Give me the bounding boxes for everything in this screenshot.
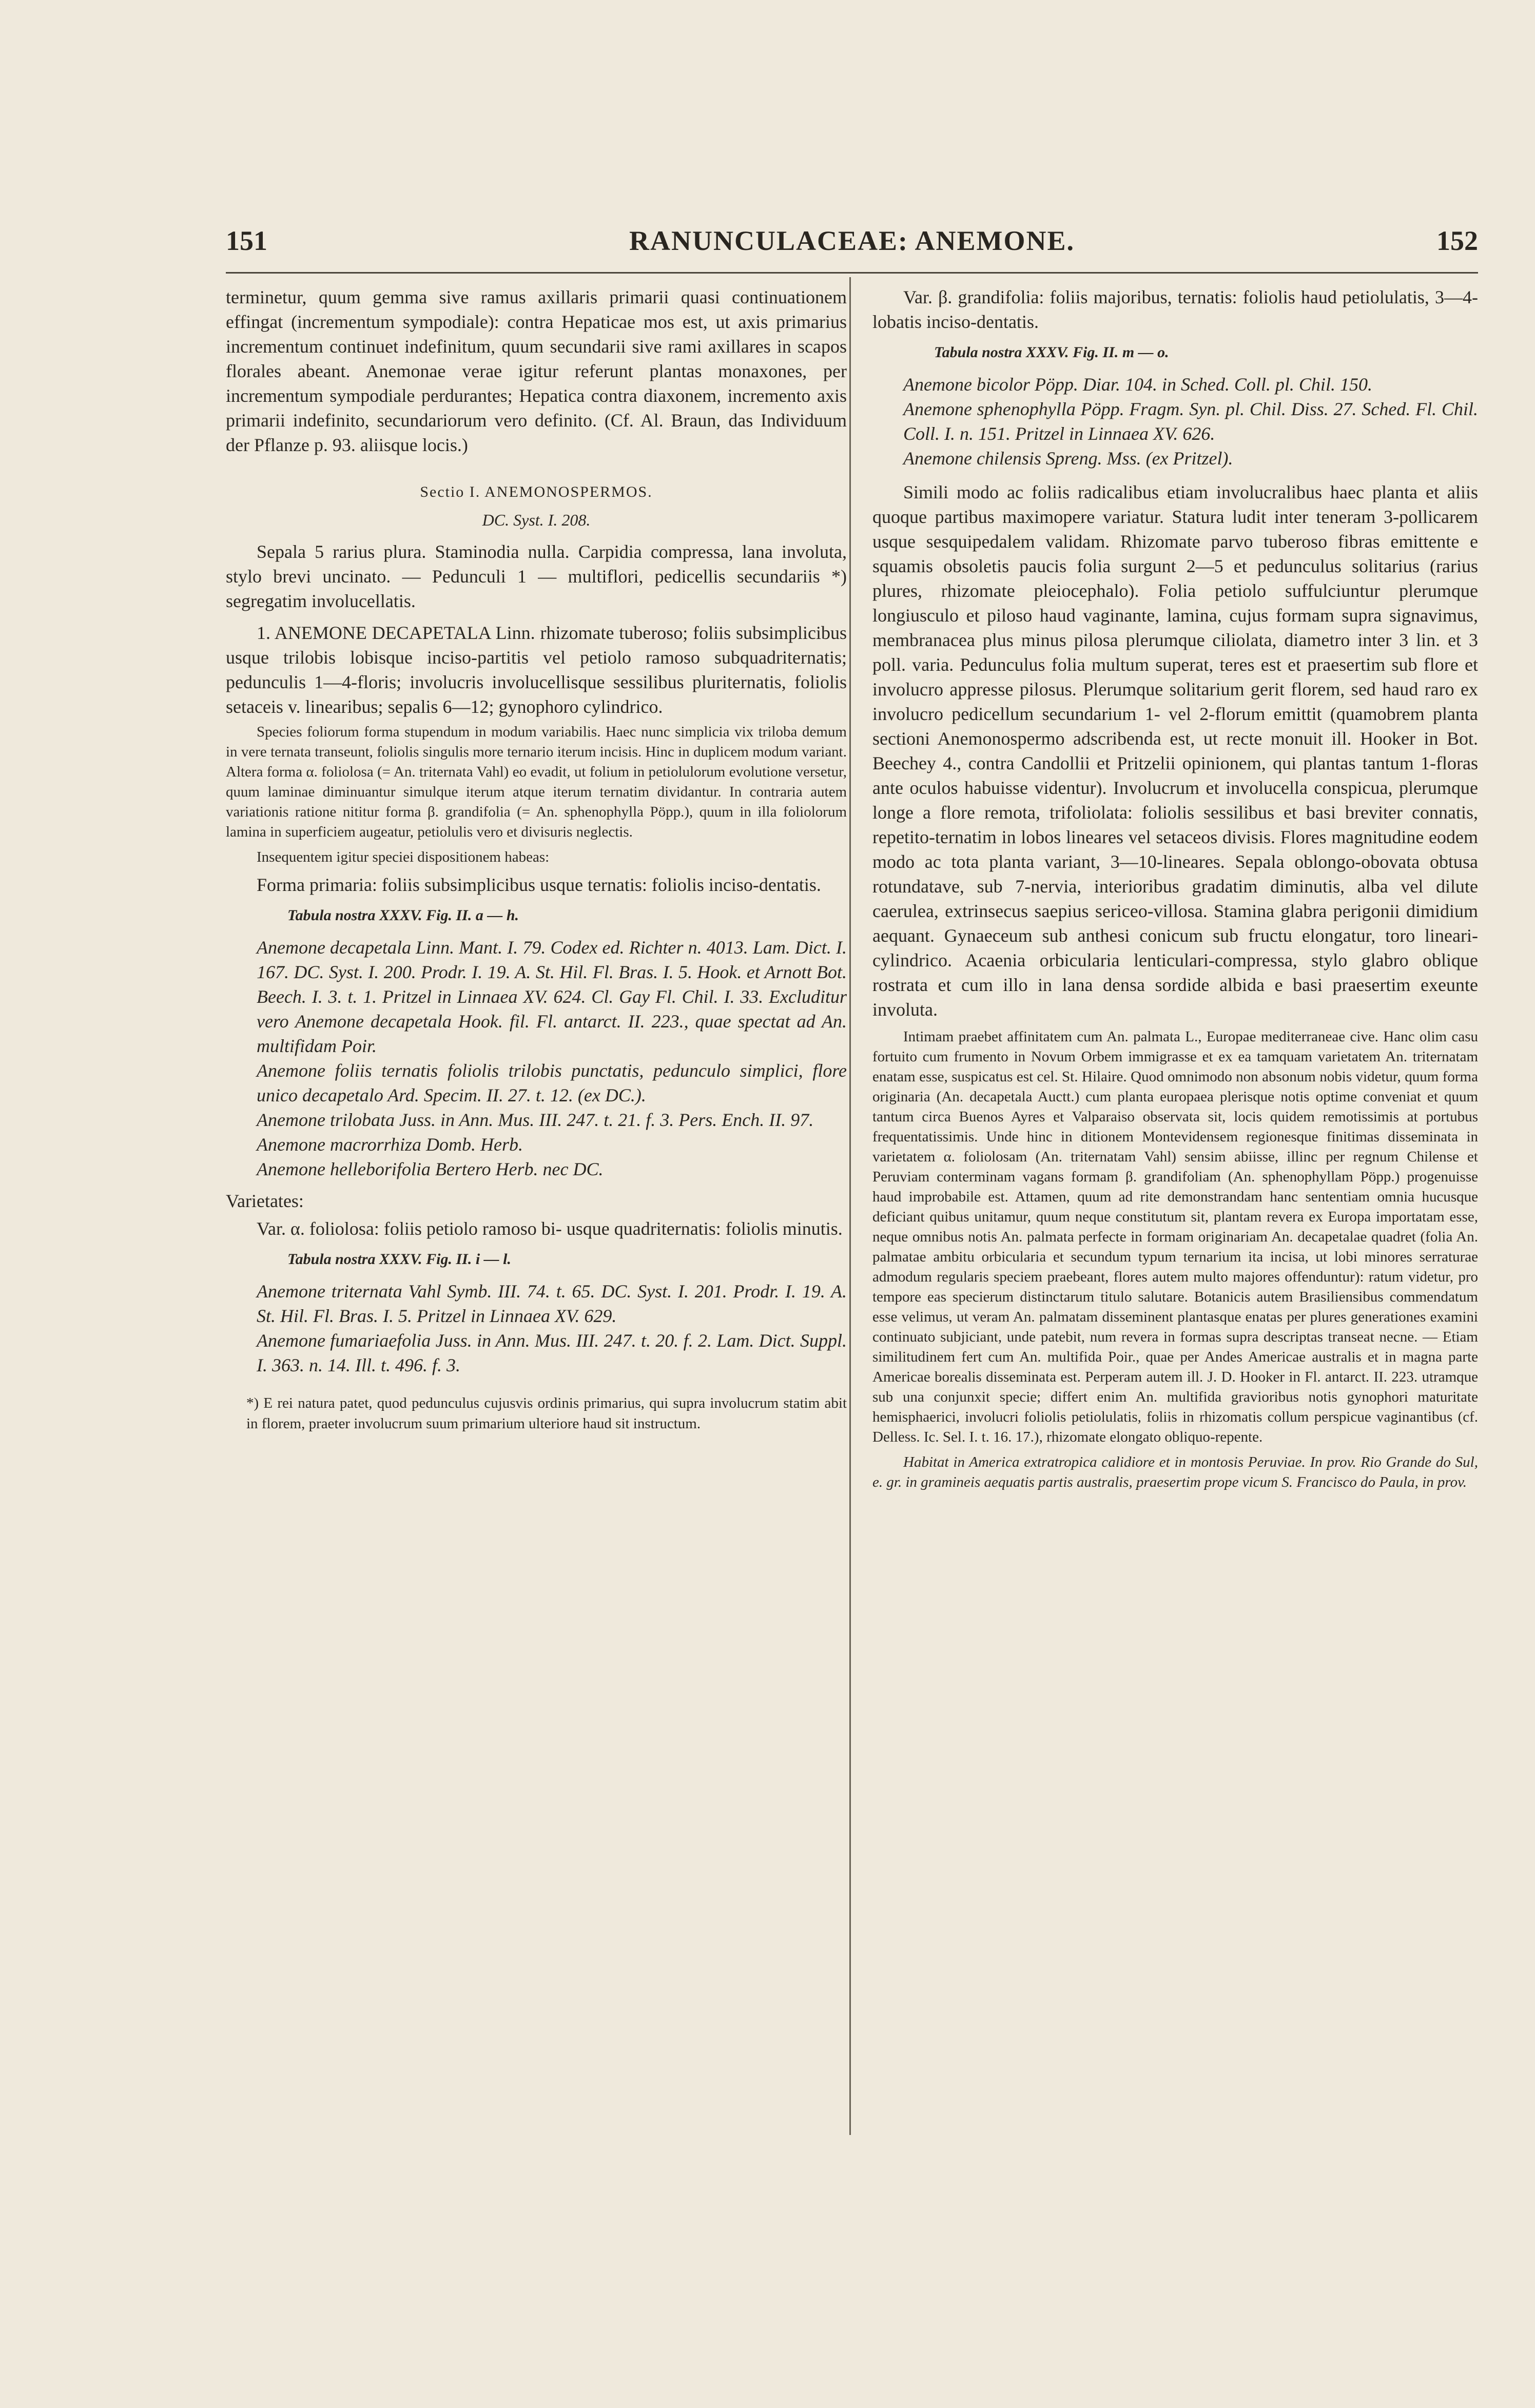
citation: Anemone chilensis Spreng. Mss. (ex Pritzel). [903,448,1233,469]
paragraph: terminetur, quum gemma sive ramus axillaris primarii quasi continuationem effingat (incrementum sympodiale): contra Hepaticae mos est, ut axis primarius incrementum continuet indefinitum, quum secundarii sive rami axillares in scapos florales abeant. Anemonae verae igitur referunt plantas monaxones, per incrementum sympodiale perdurantes; Hepatica contra diaxonem, incremento axis primarii indefinito, secundariorum vero definito. (Cf. Al. Braun, das Individuum der Pflanze p. 93. aliisque locis.) [226,287,847,455]
page-number-left: 151 [226,225,267,256]
page-header [226,225,1478,271]
forma-primaria: Forma primaria: foliis subsimplicibus usque ternatis: foliolis inciso-dentatis. [257,875,821,895]
right-column [872,285,1478,1498]
habitat: Habitat in America extratropica calidiore et in montosis Peruviae. In prov. Rio Grande do Sul, e. gr. in gramineis aequatis partis australis, praesertim prope vicum S. Francisco do Paula, in prov. [872,1454,1478,1490]
citation: Anemone bicolor Pöpp. Diar. 104. in Sched. Coll. pl. Chil. 150. [903,374,1372,395]
species-note-2: Insequentem igitur speciei dispositionem habeas: [257,849,550,865]
citation: Anemone triternata Vahl Symb. III. 74. t. 65. DC. Syst. I. 201. Prodr. I. 19. A. St. Hil. Fl. Bras. I. 5. Pritzel in Linnaea XV. 629. [257,1281,847,1326]
section-heading: Sectio I. ANEMONOSPERMOS. [420,483,653,500]
header-rule [226,272,1478,274]
plate-reference: Tabula nostra XXXV. Fig. II. i — l. [287,1251,511,1268]
citation: Anemone decapetala Linn. Mant. I. 79. Codex ed. Richter n. 4013. Lam. Dict. I. 167. DC. Syst. I. 200. Prodr. I. 19. A. St. Hil. Fl. Bras. I. 5. Hook. et Arnott Bot. Beech. I. 3. t. 1. Pritzel in Linnaea XV. 624. Cl. Gay Fl. Chil. I. 33. Excluditur vero Anemone decapetala Hook. fil. Fl. antarct. II. 223., quae spectat ad An. multifidam Poir. [257,937,847,1056]
varietates-heading: Varietates: [226,1191,304,1211]
running-title: RANUNCULACEAE: ANEMONE. [629,225,1075,256]
citation: Anemone trilobata Juss. in Ann. Mus. III. 247. t. 21. f. 3. Pers. Ench. II. 97. [257,1110,814,1130]
species-diagnosis: 1. ANEMONE DECAPETALA Linn. rhizomate tuberoso; foliis subsimplicibus usque trilobis lobisque inciso-partitis vel petiolo ramoso subquadriternatis; pedunculis 1—4-floris; involucris involucellisque sessilibus pluriternatis, foliolis setaceis v. linearibus; sepalis 6—12; gynophoro cylindrico. [226,623,847,717]
citation: Anemone helleborifolia Bertero Herb. nec DC. [257,1159,604,1179]
section-reference: DC. Syst. I. 208. [482,511,591,529]
variety-beta: Var. β. grandifolia: foliis majoribus, ternatis: foliolis haud petiolulatis, 3—4-lobatis inciso-dentatis. [872,287,1478,332]
plate-reference: Tabula nostra XXXV. Fig. II. a — h. [287,907,519,924]
column-divider [849,277,851,2135]
citation: Anemone fumariaefolia Juss. in Ann. Mus. III. 247. t. 20. f. 2. Lam. Dict. Suppl. I. 363. n. 14. Ill. t. 496. f. 3. [257,1330,847,1375]
description-paragraph: Simili modo ac foliis radicalibus etiam involucralibus haec planta et aliis quoque partibus maximopere variatur. Statura ludit inter teneram 3-pollicarem usque sesquipedalem validam. Rhizomate parvo tuberoso fibras emittente e squamis obsoletis paucis folia surgunt 2—5 et pedunculus solitarius (rarius plures, rhizomate pleiocephalo). Folia petiolo suffulciuntur plerumque longiusculo et piloso haud vaginante, lamina, cujus formam supra signavimus, membranacea plus minus pilosa plerumque ciliolata, diametro inter 3 lin. et 3 poll. varia. Pedunculus folia multum superat, teres est et praesertim sub flore et involucro appresse pilosus. Plerumque solitarium gerit florem, sed haud raro ex involucro pedicellum secundarium 1- vel 2-florum emittit (quamobrem planta sectioni Anemonospermo adscribenda est, ut recte monuit ill. Hooker in Bot. Beechey 4., contra Candollii et Pritzelii opinionem, qui plantas tantum 1-floras ante oculos habuisse videntur). Involucrum et involucella conspicua, plerumque longe a flore remota, trifoliolata: foliolis sessilibus et basi breviter connatis, repetito-ternatim in lobos lineares vel setaceos divisis. Flores magnitudine eodem modo ac tota planta variant, 3—10-lineares. Sepala oblongo-obovata obtusa rotundatave, sub 7-nervia, interioribus gradatim diminutis, alba vel dilute caerulea, extrinsecus saepius sericeo-villosa. Stamina glabra perigonii dimidium aequant. Gynaeceum sub anthesi conicum sub fructu elongatur, toro lineari-cylindrico. Acaenia orbicularia lenticulari-compressa, stylo glabro oblique rostrata et cum illo in lana densa sordide albida e basi praesertim exeunte involuta. [872,482,1478,1020]
variety-alpha: Var. α. foliolosa: foliis petiolo ramoso bi- usque quadriternatis: foliolis minutis. [257,1218,843,1239]
species-note: Species foliorum forma stupendum in modum variabilis. Haec nunc simplicia vix triloba demum in vere ternata transeunt, foliolis singulis more ternario iterum incisis. Hinc in duplicem modum variant. Altera forma α. foliolosa (= An. triternata Vahl) eo evadit, ut folium in petiolulorum evolutione versetur, quum laminae diminuantur simulque iterum atque iterum ternatim dividantur. In contraria autem variationis ratione nititur forma β. grandifolia (= An. sphenophylla Pöpp.), quum in illa foliolorum lamina in superficiem augeatur, petiolulis vero et divisuris neglectis. [226,724,847,840]
citation: Anemone macrorrhiza Domb. Herb. [257,1134,523,1155]
left-column [226,285,847,1439]
section-diagnosis: Sepala 5 rarius plura. Staminodia nulla. Carpidia compressa, lana involuta, stylo brevi uncinato. — Pedunculi 1 — multiflori, pedicellis secundariis *) segregatim involucellatis. [226,541,847,611]
page-number-right: 152 [1436,225,1478,256]
citation: Anemone foliis ternatis foliolis trilobis punctatis, pedunculo simplici, flore unico decapetalo Ard. Specim. II. 27. t. 12. (ex DC.). [257,1060,847,1105]
affinity-note: Intimam praebet affinitatem cum An. palmata L., Europae mediterraneae cive. Hanc olim casu fortuito cum frumento in Novum Orbem immigrasse et ex ea tamquam varietatem An. triternatam enatam esse, suspicatus est cel. St. Hilaire. Quod omnimodo non absonum nobis videtur, quum forma originaria (An. decapetala Auctt.) cum planta europaea plerisque notis optime conveniat et quum tantum circa Buenos Ayres et Valparaiso observata sit, locis quidem remotissimis at portubus frequentatissimis. Unde hinc in ditionem Montevidensem regionesque finitimas disseminata in varietatem α. foliolosam (An. triternatam Vahl) sensim abiisse, illinc per regnum Chilense et Peruviam conterminam vagans formam β. grandifoliam (An. sphenophyllam Pöpp.) progenuisse haud improbabile est. Attamen, quum ad rite demonstrandam hanc sententiam omnia hucusque deficiant quibus unitamur, quum neque constitutum sit, plantam revera ex Europa importatam esse, neque omnibus notis An. palmata perfecte in formam originariam An. decapetalae quadret (folia An. palmatae ambitu orbicularia et secundum typum ternarium ita incisa, ut lobi minores serraturae admodum regularis speciem praebeant, flores autem multo majores offenduntur): ratum videtur, pro tempore eas specierum distinctarum titulo salutare. Botanicis autem Brasiliensibus commendatum esse velimus, ut veram An. palmatam disseminent plantasque enatas per plures generationes examini continuato subjiciant, unde patebit, num revera in formas supra descriptas transeat necne. — Etiam similitudinem fert cum An. multifida Poir., quae per Andes Americae australis et in magna parte Americae borealis disseminata est. Perperam autem ill. J. D. Hooker in Fl. antarct. II. 223. utramque sub una conjunxit specie; differt enim An. multifida gravioribus notis gynophori maturitate hemisphaerici, involucri foliolis petiolulatis, foliis in rhizomatis collum perspicue vaginantibus (cf. Delless. Ic. Sel. I. t. 16. 17.), rhizomate elongato obliquo-repente. [872,1028,1478,1445]
plate-reference: Tabula nostra XXXV. Fig. II. m — o. [934,344,1169,361]
citation: Anemone sphenophylla Pöpp. Fragm. Syn. pl. Chil. Diss. 27. Sched. Fl. Chil. Coll. I. n. 151. Pritzel in Linnaea XV. 626. [903,399,1478,444]
footnote: *) E rei natura patet, quod pedunculus cujusvis ordinis primarius, qui supra involucrum statim abit in florem, praeter involucrum suum primarium ulteriore haud sit instructum. [246,1395,847,1432]
